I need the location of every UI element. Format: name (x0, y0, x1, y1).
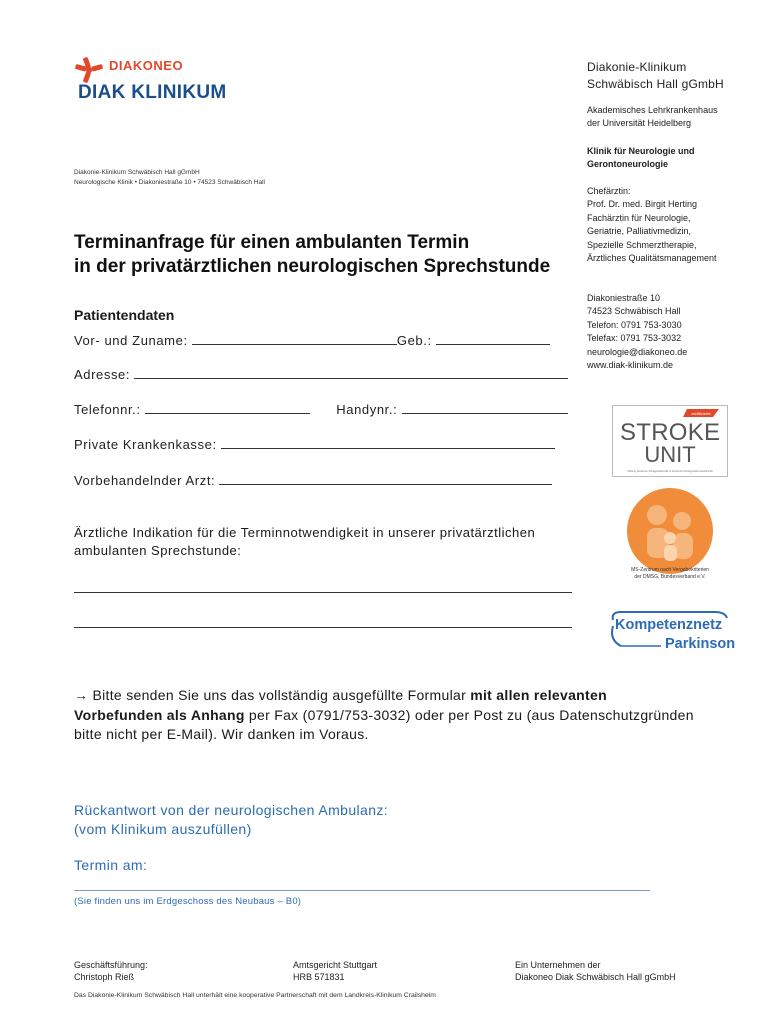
mobile-field[interactable] (402, 402, 568, 414)
sender-line: Diakonie-Klinikum Schwäbisch Hall gGmbH (74, 169, 200, 176)
academic-line: der Universität Heidelberg (587, 118, 692, 129)
court-name: Amtsgericht Stuttgart (293, 960, 378, 970)
stroke-footer: Stiftung Deutsche Schlaganfall-Hilfe & Deutsche Schlaganfall-Gesellschaft (627, 470, 713, 473)
doctor-field[interactable] (219, 473, 552, 485)
name-field[interactable] (192, 333, 397, 345)
unit-word: UNIT (644, 442, 696, 467)
stroke-unit-logo (612, 405, 728, 477)
clinic-line: Klinik für Neurologie und (587, 146, 695, 156)
address-line: 74523 Schwäbisch Hall (587, 306, 681, 317)
termin-label: Termin am: (74, 857, 148, 873)
ms-caption-line: MS-Zentrum nach Vergabekriterien (631, 567, 709, 573)
address-label: Adresse: (74, 367, 131, 382)
doctor-label: Vorbehandelnder Arzt: (74, 473, 216, 488)
termin-field[interactable] (74, 889, 650, 891)
chief-line: Ärztliches Qualitätsmanagement (587, 253, 717, 264)
ms-people-icon (627, 488, 713, 574)
address-row (74, 367, 568, 382)
insurance-label: Private Krankenkasse: (74, 437, 217, 452)
phone-field[interactable] (145, 402, 310, 414)
mobile-label: Handynr.: (336, 402, 398, 417)
phone-row (74, 402, 568, 417)
company-name: Diakoneo Diak Schwäbisch Hall gGmbH (515, 972, 676, 982)
org-name-line: Diakonie-Klinikum (587, 60, 687, 74)
indication-field[interactable] (74, 591, 572, 593)
reply-section (74, 801, 388, 839)
partnership-note: Das Diakonie-Klinikum Schwäbisch Hall unterhält eine kooperative Partnerschaft mit dem Landkreis-Klinikum Crailsheim (74, 992, 436, 999)
academic-info (587, 104, 718, 131)
fax-line: Telefax: 0791 753-3032 (587, 333, 682, 344)
org-name-line: Schwäbisch Hall gGmbH (587, 77, 724, 91)
section-title: Patientendaten (74, 307, 175, 323)
kompetenznetz-parkinson-logo (607, 596, 735, 652)
clinic-name (587, 145, 695, 172)
chief-line: Spezielle Schmerztherapie, (587, 239, 697, 250)
footer-company (515, 959, 676, 983)
birth-label: Geb.: (396, 333, 432, 348)
ms-caption (603, 567, 737, 581)
footer-management (74, 959, 148, 983)
insurance-field[interactable] (221, 437, 555, 449)
academic-line: Akademisches Lehrkrankenhaus (587, 105, 718, 115)
indication-field[interactable] (74, 626, 572, 628)
submission-notice (74, 686, 694, 745)
management-label: Geschäftsführung: (74, 960, 148, 970)
name-label: Vor- und Zuname: (74, 333, 188, 348)
website-link[interactable]: www.diak-klinikum.de (587, 360, 674, 371)
address-line: Diakoniestraße 10 (587, 293, 661, 303)
title-line: in der privatärztlichen neurologischen Sprechstunde (74, 256, 551, 277)
email-link[interactable]: neurologie@diakoneo.de (587, 346, 688, 357)
indication-label: Ärztliche Indikation für die Terminnotwendigkeit in unserer privatärztlichen ambulanten Sprechstunde: (74, 525, 536, 558)
logo-name: DIAK KLINIKUM (78, 82, 227, 103)
stroke-top-text: zertifizierte (691, 411, 711, 416)
logo-brand: DIAKONEO (109, 58, 184, 73)
doctor-row (74, 473, 552, 488)
ms-caption-line: der DMSG, Bundesverband e.V. (634, 574, 706, 580)
title-line: Terminanfrage für einen ambulanten Termin (74, 232, 470, 253)
reply-subtitle: (vom Klinikum auszufüllen) (74, 821, 252, 837)
reply-title: Rückantwort von der neurologischen Ambulanz: (74, 802, 389, 818)
company-label: Ein Unternehmen der (515, 960, 601, 970)
chief-line: Prof. Dr. med. Birgit Herting (587, 199, 698, 210)
arrow-icon: → (74, 687, 89, 703)
address-field[interactable] (134, 367, 568, 379)
chief-physician (587, 185, 717, 265)
parkinson-word: Parkinson (665, 636, 735, 652)
sender-line: Neurologische Klinik • Diakoniestraße 10 • 74523 Schwäbisch Hall (74, 179, 265, 186)
contact-address (587, 292, 687, 372)
location-note: (Sie finden uns im Erdgeschoss des Neubaus – B0) (74, 896, 302, 907)
stroke-word: STROKE (620, 419, 720, 446)
chief-line: Geriatrie, Palliativmedizin, (587, 226, 692, 237)
insurance-row (74, 437, 555, 452)
notice-emphasis: mit allen relevanten Vorbefunden als Anhang (74, 687, 607, 723)
hrb-number: HRB 571831 (293, 972, 345, 982)
kompetenz-word: Kompetenznetz (615, 617, 723, 633)
phone-line: Telefon: 0791 753-3030 (587, 319, 682, 330)
footer-court (293, 959, 377, 983)
clinic-line: Gerontoneurologie (587, 159, 668, 170)
diakoneo-cross-icon (74, 56, 104, 84)
sender-address (74, 168, 265, 188)
notice-text: per Fax (0791/753-3032) oder per Post zu (aus Datenschutzgründen bitte nicht per E-Mail). Wir danken im Voraus. (74, 706, 694, 742)
org-name (587, 59, 724, 93)
phone-label: Telefonnr.: (74, 402, 141, 417)
chief-line: Fachärztin für Neurologie, (587, 212, 691, 223)
management-name: Christoph Rieß (74, 972, 135, 982)
chief-line: Chefärztin: (587, 186, 631, 196)
birth-field[interactable] (436, 333, 550, 345)
name-row (74, 333, 550, 348)
page-title (74, 231, 550, 279)
notice-text: Bitte senden Sie uns das vollständig ausgefüllte Formular (88, 687, 471, 703)
